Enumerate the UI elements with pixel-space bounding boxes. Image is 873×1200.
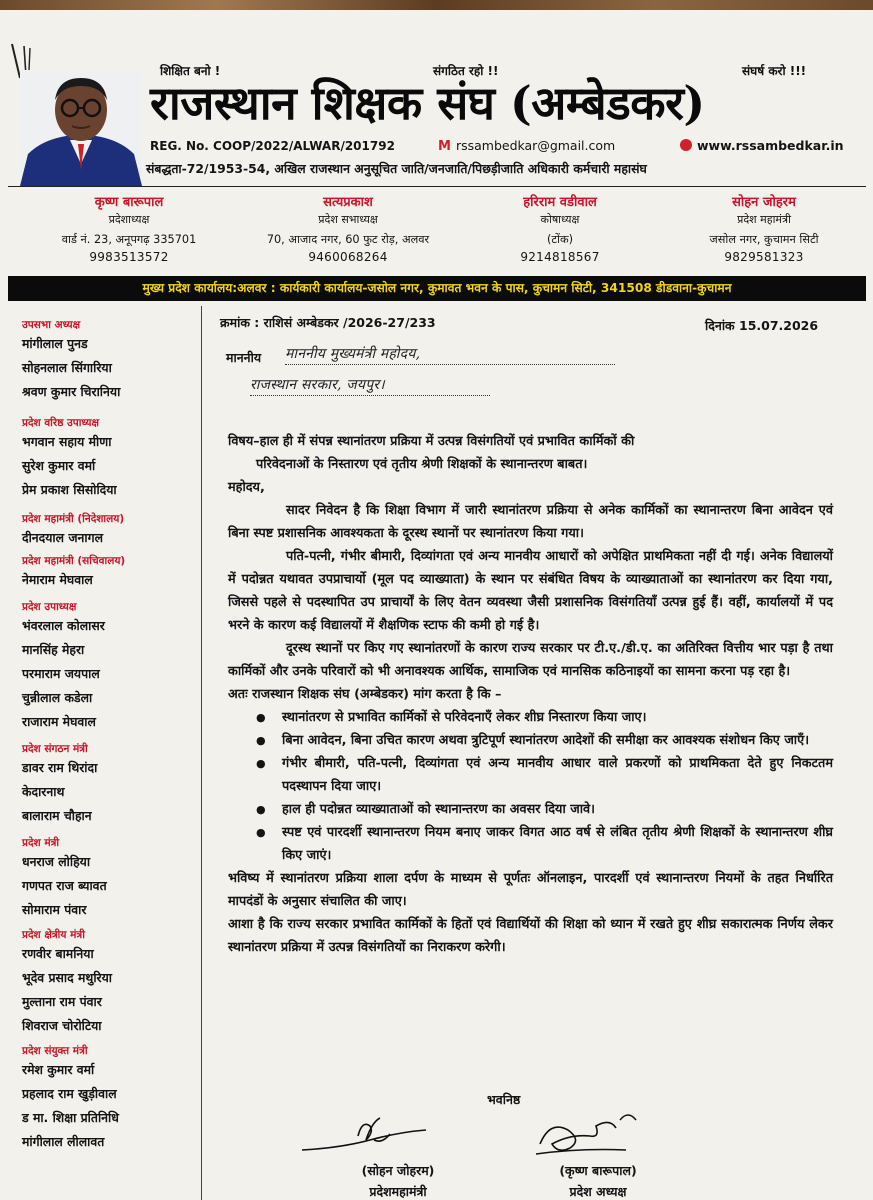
sidebar-group-title: प्रदेश क्षेत्रीय मंत्री <box>22 929 85 941</box>
demands-list <box>228 706 833 867</box>
email-contact[interactable] <box>438 138 615 154</box>
handwritten-addressee-line1: माननीय मुख्यमंत्री महोदय, <box>285 344 615 365</box>
demand-item: ● स्थानांतरण से प्रभावित कार्मिकों से परिवेदनाएँ लेकर शीघ्र निस्तारण किया जाए। <box>282 706 833 729</box>
members-sidebar <box>22 312 197 1154</box>
salutation: महोदय, <box>228 480 265 495</box>
ambedkar-portrait-icon <box>20 70 142 186</box>
signature-president-icon <box>530 1100 650 1160</box>
demand-intro: अतः राजस्थान शिक्षक संघ (अम्बेडकर) मांग करता है कि – <box>228 687 502 702</box>
office-address-banner: मुख्य प्रदेश कार्यालय:अलवर : कार्यकारी कार्यालय-जसोल नगर, कुमावत भवन के पास, कुचामन सिटी, 341508 डीडवाना-कुचामन <box>8 276 866 301</box>
sidebar-group-title: प्रदेश उपाध्यक्ष <box>22 601 77 613</box>
sidebar-member: मांगीलाल पुनड <box>22 336 88 351</box>
demand-item: ● हाल ही पदोन्नत व्याख्याताओं को स्थानान्तरण का अवसर दिया जावे। <box>282 798 833 821</box>
sidebar-group-title: प्रदेश वरिष्ठ उपाध्यक्ष <box>22 417 100 429</box>
signatory-2-designation: प्रदेश अध्यक्ष <box>569 1184 627 1199</box>
sidebar-member: रमेश कुमार वर्मा <box>22 1062 95 1077</box>
closing-phrase: भवनिष्ठ <box>487 1092 521 1107</box>
bearer-title: प्रदेश महामंत्री <box>737 213 791 226</box>
bearer-title: प्रदेशाध्यक्ष <box>108 213 150 226</box>
office-bearer-1 <box>24 195 234 265</box>
sidebar-group-title: प्रदेश महामंत्री (निदेशालय) <box>22 513 125 525</box>
office-bearer-4 <box>659 195 869 265</box>
website-contact[interactable] <box>680 138 844 153</box>
signatory-2-name: (कृष्ण बारूपाल) <box>559 1163 637 1178</box>
website-address[interactable]: www.rssambedkar.in <box>697 138 844 153</box>
signature-secretary-icon <box>300 1110 430 1162</box>
bearer-address: 70, आजाद नगर, 60 फुट रोड़, अलवर <box>266 233 430 246</box>
sidebar-member: गणपत राज ब्यावत <box>22 878 107 893</box>
email-address[interactable]: rssambedkar@gmail.com <box>455 138 616 153</box>
bearer-phone: 9983513572 <box>89 250 169 264</box>
paragraph-1: सादर निवेदन है कि शिक्षा विभाग में जारी स्थानांतरण प्रक्रिया से अनेक कार्मिकों का स्थानान्तरण बिना आवेदन एवं बिना स्पष्ट प्रशासनिक आवश्यकता के दूरस्थ स्थानों पर स्थानांतरण किया गया। <box>228 503 833 541</box>
paragraph-3: दूरस्थ स्थानों पर किए गए स्थानांतरणों के कारण राज्य सरकार पर टी.ए./डी.ए. का अतिरिक्त वित्तीय भार पड़ा है तथा कार्मिकों और उनके परिवारों को भी अनावश्यक आर्थिक, सामाजिक एवं मानसिक कठिनाइयों का सामना करना पड़ रहा है। <box>228 641 833 679</box>
bearer-address: जसोल नगर, कुचामन सिटी <box>709 233 819 246</box>
sidebar-member: धनराज लोहिया <box>22 854 91 869</box>
paragraph-5: आशा है कि राज्य सरकार प्रभावित कार्मिकों के हितों एवं विद्यार्थियों की शिक्षा को ध्यान में रखते हुए शीघ्र सकारात्मक निर्णय लेकर स्थानांतरण प्रक्रिया में उत्पन्न विसंगतियों का निराकरण करेगी। <box>228 917 833 955</box>
sidebar-group-title: प्रदेश मंत्री <box>22 837 60 849</box>
sidebar-member: केदारनाथ <box>22 784 65 799</box>
paragraph-2: पति-पत्नी, गंभीर बीमारी, दिव्यांगता एवं अन्य मानवीय आधारों को अपेक्षित प्राथमिकता नहीं दी गई। अनेक विद्यालयों में पदोन्नत यथावत उपप्राचार्यो (मूल पद व्याख्याता) के स्थान पर संबंधित विषय के व्याख्याताओं का स्थानांतरण कर दिया गया, जिससे पहले से पदस्थापित उप प्राचार्यों के लिए वेतन व्यवस्था जैसी प्रशासनिक विसंगतियाँ उत्पन्न हुई हैं। वहीं, कार्यालयों में पद भरने के कारण कई विद्यालयों में शैक्षणिक स्टाफ की कमी हो गई है। <box>228 549 833 633</box>
bearer-name: सत्यप्रकाश <box>323 195 373 210</box>
photo-edge-strip <box>0 0 873 10</box>
sidebar-member: बालाराम चौहान <box>22 808 92 823</box>
sidebar-group-title: प्रदेश महामंत्री (सचिवालय) <box>22 555 126 567</box>
sidebar-member: ड मा. शिक्षा प्रतिनिधि <box>22 1110 119 1125</box>
slogan-organize: संगठित रहो !! <box>433 64 499 78</box>
paragraph-4: भविष्य में स्थानांतरण प्रक्रिया शाला दर्पण के माध्यम से पूर्णतः ऑनलाइन, पारदर्शी एवं स्थानान्तरण नियमों के तहत निर्धारित मापदंडों के अनुसार संचालित की जाए। <box>228 871 833 909</box>
subject-line: विषय–हाल ही में संपन्न स्थानांतरण प्रक्रिया में उत्पन्न विसंगतियों एवं प्रभावित कार्मिकों की <box>228 434 635 449</box>
bearer-phone: 9829581323 <box>724 250 804 264</box>
sidebar-member: मुल्ताना राम पंवार <box>22 994 102 1009</box>
office-bearer-2 <box>243 195 453 265</box>
slogan-educate: शिक्षित बनो ! <box>160 64 221 78</box>
sidebar-member: सुरेश कुमार वर्मा <box>22 458 96 473</box>
sidebar-member: मानसिंह मेहरा <box>22 642 85 657</box>
sidebar-member: डावर राम थिरांदा <box>22 760 98 775</box>
handwritten-addressee-line2: राजस्थान सरकार, जयपुर। <box>250 375 490 396</box>
sidebar-member: सोमाराम पंवार <box>22 902 87 917</box>
sidebar-group-title: प्रदेश संयुक्त मंत्री <box>22 1045 88 1057</box>
sidebar-member: सोहनलाल सिंगारिया <box>22 360 112 375</box>
bearer-address: वार्ड नं. 23, अनूपगढ़ 335701 <box>61 233 197 246</box>
bearer-name: कृष्ण बारूपाल <box>94 195 164 210</box>
bearer-phone: 9460068264 <box>308 250 388 264</box>
sidebar-member: श्रवण कुमार चिरानिया <box>22 384 121 399</box>
mail-icon: M <box>438 139 451 154</box>
sidebar-member: परमाराम जयपाल <box>22 666 100 681</box>
sidebar-member: भगवान सहाय मीणा <box>22 434 112 449</box>
sidebar-member: भंवरलाल कोलासर <box>22 618 105 633</box>
sidebar-member: प्रहलाद राम खुड़ीवाल <box>22 1086 117 1101</box>
organization-name: राजस्थान शिक्षक संघ (अम्बेडकर) <box>150 76 705 130</box>
sidebar-divider <box>201 306 202 1200</box>
sidebar-group-title: उपसभा अध्यक्ष <box>22 319 81 331</box>
demand-item: ● गंभीर बीमारी, पति-पत्नी, दिव्यांगता एवं अन्य मानवीय आधार वाले प्रकरणों को प्राथमिकता देते हुए निकटतम पदस्थापन दिया जाए। <box>282 752 833 798</box>
sidebar-member: चुन्नीलाल कडेला <box>22 690 93 705</box>
sidebar-member: मांगीलाल लीलावत <box>22 1134 105 1149</box>
signatory-1-designation: प्रदेशमहामंत्री <box>369 1184 427 1199</box>
globe-icon <box>680 139 692 151</box>
demand-item: ● बिना आवेदन, बिना उचित कारण अथवा त्रुटिपूर्ण स्थानांतरण आदेशों की समीक्षा कर आवश्यक संशोधन किए जाएँ। <box>282 729 833 752</box>
sidebar-member: भूदेव प्रसाद मथुरिया <box>22 970 113 985</box>
bearer-title: कोषाध्यक्ष <box>540 213 580 226</box>
sidebar-member: राजाराम मेघवाल <box>22 714 96 729</box>
slogan-agitate: संघर्ष करो !!! <box>742 64 807 78</box>
addressee-label: माननीय <box>226 350 262 365</box>
sidebar-member: रणवीर बामनिया <box>22 946 94 961</box>
sidebar-member: प्रेम प्रकाश सिसोदिया <box>22 482 117 497</box>
sidebar-member: दीनदयाल जनागल <box>22 530 104 545</box>
letter-body <box>228 430 833 959</box>
letter-date: दिनांक 15.07.2026 <box>705 318 819 333</box>
sidebar-member: नेमाराम मेघवाल <box>22 572 93 587</box>
sidebar-group-title: प्रदेश संगठन मंत्री <box>22 743 88 755</box>
bearer-address: (टोंक) <box>546 233 574 246</box>
affiliation-line: संबद्धता-72/1953-54, अखिल राजस्थान अनुसूचित जाति/जनजाति/पिछड़ीजाति अधिकारी कर्मचारी महासंघ <box>146 161 647 176</box>
subject-line-continued: परिवेदनाओं के निस्तारण एवं तृतीय श्रेणी शिक्षकों के स्थानान्तरण बाबत। <box>256 457 588 472</box>
reference-number: क्रमांक : राशिसं अम्बेडकर /2026-27/233 <box>220 315 436 330</box>
office-bearer-3 <box>455 195 665 265</box>
signatory-1-name: (सोहन जोहरम) <box>361 1163 435 1178</box>
sidebar-member: शिवराज चोरोटिया <box>22 1018 102 1033</box>
bearer-name: हरिराम वडीवाल <box>523 195 597 210</box>
bearer-name: सोहन जोहरम <box>732 195 796 210</box>
bearer-phone: 9214818567 <box>520 250 600 264</box>
bearer-title: प्रदेश सभाध्यक्ष <box>318 213 378 226</box>
header-divider <box>8 186 866 187</box>
demand-item: ● स्पष्ट एवं पारदर्शी स्थानान्तरण नियम बनाए जाकर विगत आठ वर्ष से लंबित तृतीय श्रेणी शिक्षकों के स्थानान्तरण शीघ्र किए जाएं। <box>282 821 833 867</box>
registration-number: REG. No. COOP/2022/ALWAR/201792 <box>150 139 395 153</box>
